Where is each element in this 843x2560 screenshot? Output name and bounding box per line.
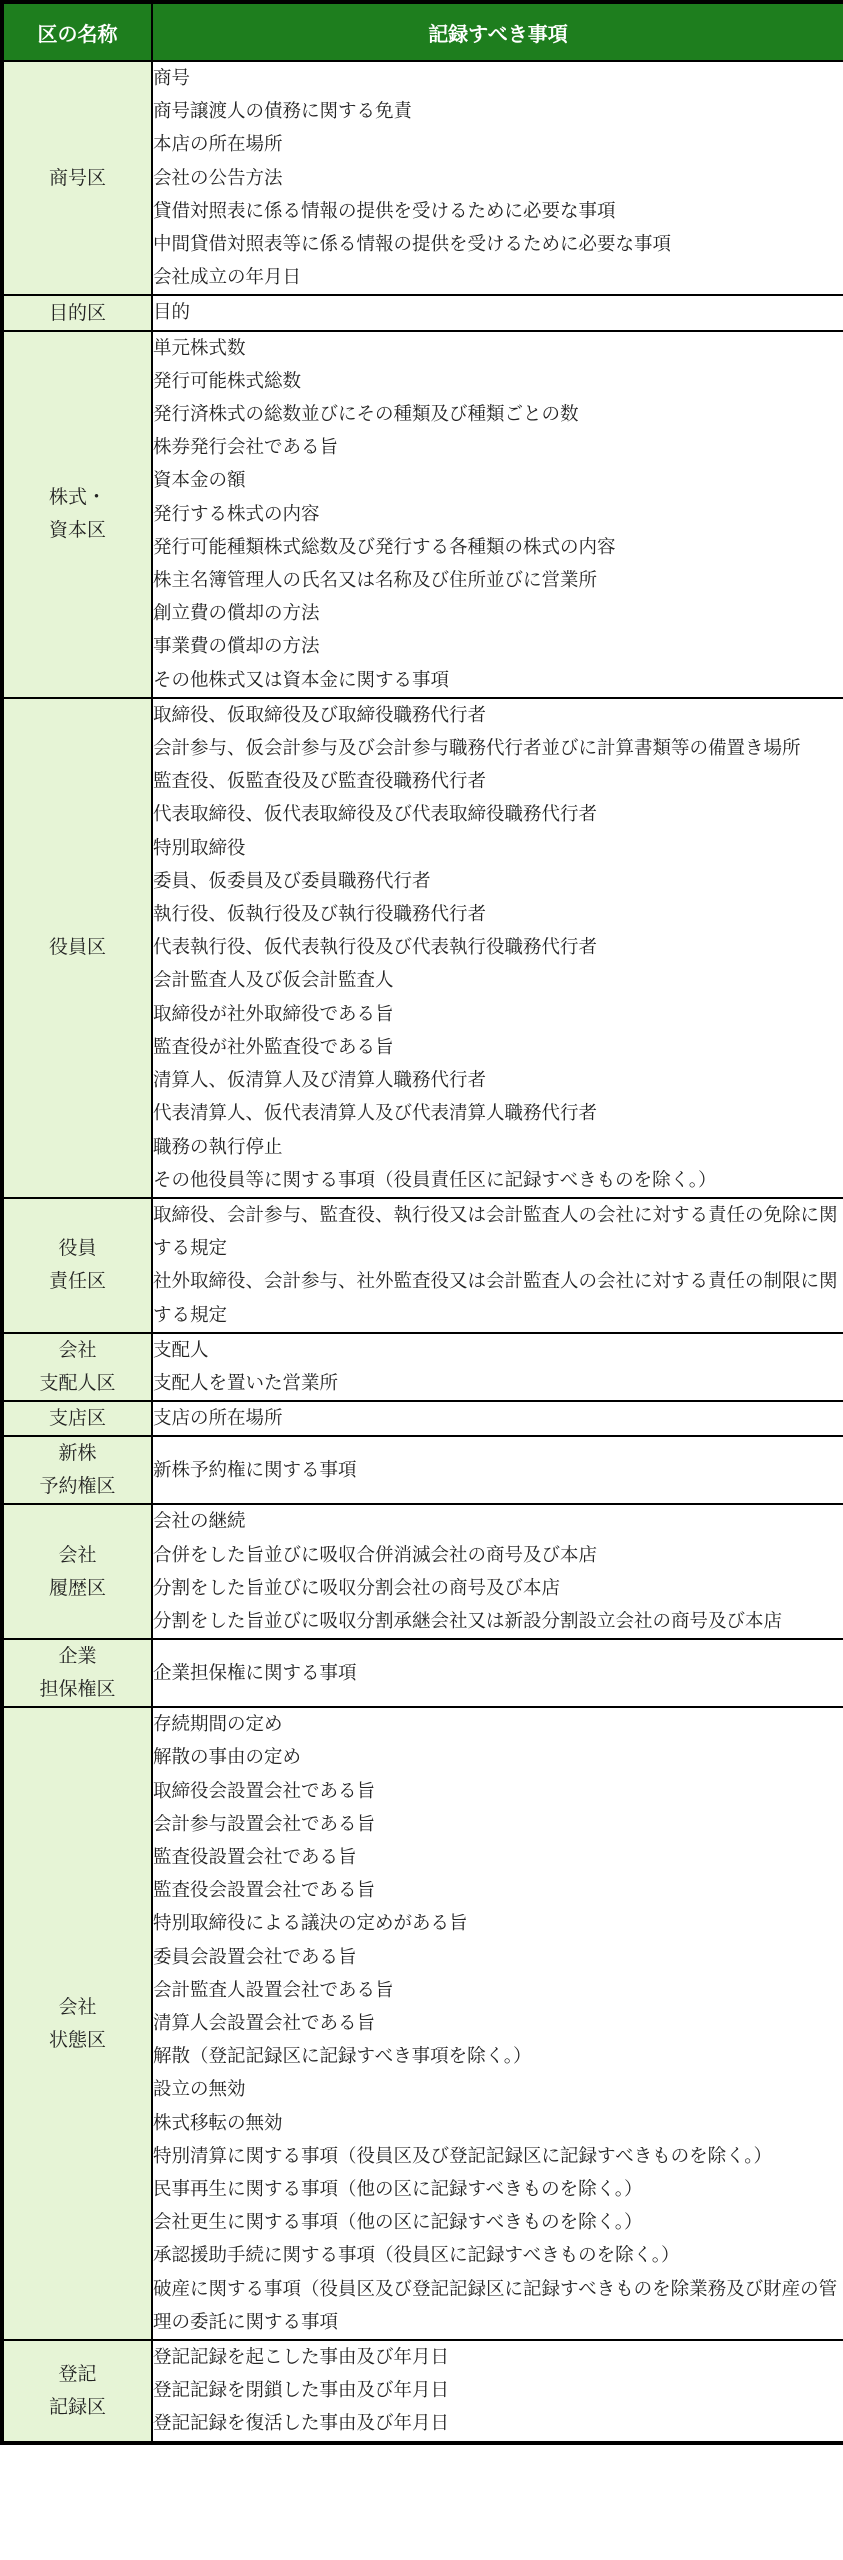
section-name: 役員区: [48, 936, 106, 959]
recorded-items-cell: [152, 61, 843, 295]
table-row: [2, 1639, 843, 1707]
recorded-item: その他役員等に関する事項（役員責任区に記録すべきものを除く。）: [153, 1169, 717, 1191]
recorded-item: 会計参与、仮会計参与及び会計参与職務代行者並びに計算書類等の備置き場所: [153, 738, 801, 760]
recorded-item: 解散の事由の定め: [153, 1747, 302, 1769]
recorded-item: 発行可能株式総数: [153, 370, 302, 392]
recorded-item: 監査役、仮監査役及び監査役職務代行者: [153, 771, 487, 793]
table-row: [2, 1401, 843, 1436]
recorded-item: 清算人、仮清算人及び清算人職務代行者: [153, 1070, 487, 1092]
recorded-items-cell: [152, 1333, 843, 1401]
recorded-item: 会社の公告方法: [153, 167, 283, 189]
recorded-items-cell: [152, 2340, 843, 2443]
recorded-item: 中間貸借対照表等に係る情報の提供を受けるために必要な事項: [153, 234, 672, 256]
recorded-item: 株主名簿管理人の氏名又は名称及び住所並びに営業所: [153, 570, 598, 592]
recorded-item: 商号: [153, 68, 191, 89]
recorded-items-cell: [152, 1198, 843, 1333]
recorded-items-cell: [152, 1401, 843, 1436]
section-name: 記録区: [48, 2395, 106, 2418]
section-name: 会社: [58, 1338, 97, 1361]
recorded-items-cell: [152, 331, 843, 698]
recorded-item: 監査役設置会社である旨: [153, 1846, 357, 1868]
section-name-cell: [2, 61, 152, 295]
table-row: [2, 698, 843, 1198]
recorded-item: 本店の所在場所: [153, 134, 283, 156]
table-row: [2, 1707, 843, 2340]
section-name-cell: [2, 2340, 152, 2443]
section-name: 責任区: [48, 1270, 106, 1293]
table-row: [2, 61, 843, 295]
recorded-item: その他株式又は資本金に関する事項: [153, 669, 450, 691]
recorded-item: 会計監査人及び仮会計監査人: [153, 970, 394, 992]
recorded-item: 承認援助手続に関する事項（役員区に記録すべきものを除く。）: [153, 2245, 680, 2267]
section-name-cell: [2, 1639, 152, 1707]
recorded-item: 事業費の償却の方法: [153, 636, 320, 658]
recorded-item: 取締役会設置会社である旨: [153, 1780, 376, 1802]
section-name-cell: [2, 698, 152, 1198]
recorded-item: 支配人を置いた営業所: [153, 1372, 339, 1394]
recorded-item: 商号譲渡人の債務に関する免責: [153, 101, 413, 123]
section-name: 会社: [58, 1995, 97, 2018]
recorded-item: 登記記録を復活した事由及び年月日: [153, 2413, 450, 2435]
section-name: 目的区: [48, 301, 106, 324]
recorded-item: 設立の無効: [153, 2079, 246, 2101]
table-row: [2, 331, 843, 698]
section-name: 担保権区: [39, 1678, 116, 1701]
recorded-item: 会計参与設置会社である旨: [153, 1813, 376, 1835]
recorded-item: 取締役、仮取締役及び取締役職務代行者: [153, 704, 487, 726]
section-name-cell: [2, 1504, 152, 1639]
recorded-item: 創立費の償却の方法: [153, 603, 320, 625]
recorded-items-cell: [152, 295, 843, 330]
table-body: [2, 61, 843, 2443]
recorded-items-cell: [152, 1504, 843, 1639]
section-name: 株式・: [48, 486, 106, 509]
recorded-item: 企業担保権に関する事項: [153, 1662, 357, 1684]
recorded-item: 民事再生に関する事項（他の区に記録すべきものを除く。）: [153, 2178, 643, 2200]
recorded-item: 会社更生に関する事項（他の区に記録すべきものを除く。）: [153, 2212, 643, 2234]
recorded-item: 貸借対照表に係る情報の提供を受けるために必要な事項: [153, 200, 616, 222]
recorded-item: 執行役、仮執行役及び執行役職務代行者: [153, 904, 487, 926]
recorded-item: 発行可能種類株式総数及び発行する各種類の株式の内容: [153, 536, 616, 558]
recorded-item: 委員会設置会社である旨: [153, 1946, 357, 1968]
section-name: 資本区: [48, 519, 106, 542]
recorded-item: 会社成立の年月日: [153, 267, 302, 289]
section-name: 商号区: [48, 166, 106, 189]
recorded-item: 合併をした旨並びに吸収合併消滅会社の商号及び本店: [153, 1544, 598, 1566]
recorded-item: 分割をした旨並びに吸収分割承継会社又は新設分割設立会社の商号及び本店: [153, 1610, 783, 1632]
recorded-item: 解散（登記記録区に記録すべき事項を除く。）: [153, 2046, 532, 2068]
recorded-item: 監査役が社外監査役である旨: [153, 1036, 394, 1058]
recorded-item: 目的: [153, 302, 191, 324]
section-name: 支配人区: [39, 1371, 116, 1394]
section-name: 役員: [58, 1237, 97, 1260]
recorded-item: 支店の所在場所: [153, 1408, 283, 1430]
header-section-name: 区の名称: [2, 2, 152, 61]
recorded-item: 職務の執行停止: [153, 1136, 283, 1158]
section-name: 登記: [58, 2362, 97, 2385]
recorded-item: 代表清算人、仮代表清算人及び代表清算人職務代行者: [153, 1103, 598, 1125]
section-name-cell: [2, 1707, 152, 2340]
recorded-item: 取締役、会計参与、監査役、執行役又は会計監査人の会社に対する責任の免除に関する規定: [153, 1204, 838, 1260]
table-row: [2, 295, 843, 330]
table-row: [2, 1504, 843, 1639]
section-name: 予約権区: [39, 1475, 116, 1498]
recorded-item: 登記記録を起こした事由及び年月日: [153, 2347, 450, 2368]
recorded-items-cell: [152, 1639, 843, 1707]
recorded-item: 社外取締役、会計参与、社外監査役又は会計監査人の会社に対する責任の制限に関する規定: [153, 1271, 838, 1326]
section-name: 履歴区: [48, 1576, 106, 1599]
table-row: [2, 2340, 843, 2443]
recorded-item: 委員、仮委員及び委員職務代行者: [153, 870, 431, 892]
section-name-cell: [2, 1436, 152, 1504]
recorded-item: 株式移転の無効: [153, 2112, 283, 2134]
section-name-cell: [2, 331, 152, 698]
recorded-item: 代表執行役、仮代表執行役及び代表執行役職務代行者: [153, 937, 598, 959]
recorded-item: 分割をした旨並びに吸収分割会社の商号及び本店: [153, 1577, 561, 1599]
recorded-item: 発行する株式の内容: [153, 503, 320, 525]
section-name-cell: [2, 295, 152, 330]
table-row: [2, 1436, 843, 1504]
recorded-item: 破産に関する事項（役員区及び登記記録区に記録すべきものを除業務及び財産の管理の委託に関する事項: [153, 2278, 838, 2333]
header-recorded-items: 記録すべき事項: [152, 2, 843, 61]
section-name: 状態区: [48, 2028, 106, 2051]
recorded-item: 株券発行会社である旨: [153, 437, 339, 459]
section-name-cell: [2, 1198, 152, 1333]
table-row: [2, 1333, 843, 1401]
recorded-item: 取締役が社外取締役である旨: [153, 1003, 394, 1025]
recorded-item: 存続期間の定め: [153, 1714, 283, 1736]
section-name-cell: [2, 1401, 152, 1436]
table-row: [2, 1198, 843, 1333]
recorded-item: 特別取締役による議決の定めがある旨: [153, 1913, 468, 1935]
section-name: 会社: [58, 1543, 97, 1566]
recorded-item: 清算人会設置会社である旨: [153, 2012, 376, 2034]
recorded-items-cell: [152, 698, 843, 1198]
recorded-item: 新株予約権に関する事項: [153, 1459, 357, 1481]
table-header-row: [2, 2, 843, 61]
recorded-item: 特別清算に関する事項（役員区及び登記記録区に記録すべきものを除く。）: [153, 2145, 773, 2167]
recorded-item: 代表取締役、仮代表取締役及び代表取締役職務代行者: [153, 804, 598, 826]
section-name: 支店区: [48, 1407, 106, 1430]
recorded-item: 会計監査人設置会社である旨: [153, 1979, 394, 2001]
recorded-item: 特別取締役: [153, 837, 246, 859]
recorded-item: 会社の継続: [153, 1511, 246, 1533]
section-name: 新株: [58, 1442, 97, 1465]
recorded-item: 登記記録を閉鎖した事由及び年月日: [153, 2380, 450, 2402]
recorded-items-cell: [152, 1707, 843, 2340]
recorded-item: 単元株式数: [153, 337, 246, 359]
recorded-items-cell: [152, 1436, 843, 1504]
section-name-cell: [2, 1333, 152, 1401]
recorded-item: 発行済株式の総数並びにその種類及び種類ごとの数: [153, 404, 579, 426]
recorded-item: 監査役会設置会社である旨: [153, 1880, 376, 1902]
recorded-item: 資本金の額: [153, 470, 246, 492]
recorded-item: 支配人: [153, 1339, 209, 1361]
section-name: 企業: [58, 1645, 97, 1668]
